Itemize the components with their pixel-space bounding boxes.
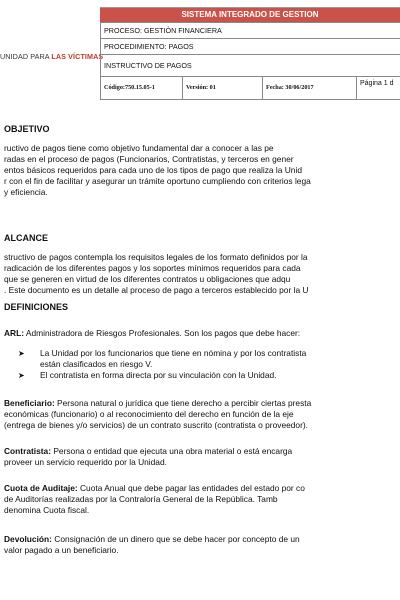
arrow-bullet-icon: ➤	[18, 371, 25, 380]
definiciones-title: DEFINICIONES	[4, 302, 69, 312]
arrow-bullet-icon: ➤	[18, 349, 25, 358]
arl-bullet-1	[18, 348, 306, 359]
arl-bullet-text-1b: están clasificados en riesgo V.	[40, 359, 153, 369]
contratista-line-1: Contratista: Persona o entidad que ejecuta una obra material o está encarga	[4, 446, 293, 456]
arl-bullet-text-1: La Unidad por los funcionarios que tiene en nómina y por los contratista	[40, 348, 307, 358]
devolucion-term: Devolución:	[4, 534, 52, 544]
beneficiario-term: Beneficiario:	[4, 398, 55, 408]
version-cell: Versión: 01	[183, 77, 263, 99]
alcance-line-4: . Este documento es un detalle al proceso de pago a terceros establecido por la U	[4, 285, 309, 295]
beneficiario-line-3: (entrega de bienes y/o servicios) de un contrato suscrito (contratista o proveedor).	[4, 420, 308, 430]
arl-bullet-2	[18, 370, 276, 381]
document-header	[0, 0, 400, 110]
alcance-line-1: structivo de pagos contempla los requisitos legales de los formato definidos por la	[4, 252, 308, 262]
objetivo-title: OBJETIVO	[4, 124, 50, 134]
alcance-title: ALCANCE	[4, 233, 48, 243]
contratista-term: Contratista:	[4, 446, 51, 456]
cuota-line-2: de Auditorías realizadas por la Contraloría General de la República. Tamb	[4, 494, 278, 504]
contratista-line-2: proveer un servicio requerido por la Unidad.	[4, 457, 167, 467]
devolucion-line-2: valor pagado a un beneficiario.	[4, 545, 119, 555]
devolucion-line-1: Devolución: Consignación de un dinero que se debe hacer por concepto de un	[4, 534, 300, 544]
meta-row	[100, 76, 400, 100]
cuota-line-3: denomina Cuota fiscal.	[4, 505, 90, 515]
arl-text: Administradora de Riesgos Profesionales. Son los pagos que debe hacer:	[24, 328, 301, 338]
objetivo-line-1: ructivo de pagos tiene como objetivo fundamental dar a conocer a las pe	[4, 143, 274, 153]
beneficiario-line-1: Beneficiario: Persona natural o jurídica que tiene derecho a percibir ciertas presta	[4, 398, 312, 408]
cuota-line-1: Cuota de Auditaje: Cuota Anual que debe pagar las entidades del estado por co	[4, 483, 305, 493]
process-row: PROCESO: GESTIÓN FINANCIERA	[100, 22, 400, 38]
logo-prefix: UNIDAD PARA	[0, 52, 52, 61]
objetivo-line-3: entos básicos requeridos para cada uno de los tipos de pago que realiza la Unid	[4, 165, 302, 175]
alcance-line-2: radicación de los diferentes pagos y los soportes mínimos requeridos para cada	[4, 263, 301, 273]
objetivo-line-2: radas en el proceso de pagos (Funcionarios, Contratistas, y terceros en gener	[4, 154, 294, 164]
date-cell: Fecha: 30/06/2017	[263, 77, 357, 99]
objetivo-line-5: y eficiencia.	[4, 187, 48, 197]
cuota-term: Cuota de Auditaje:	[4, 483, 78, 493]
objetivo-line-4: r con el fin de facilitar y asegurar un trámite oportuno cumpliendo con criterios lega	[4, 176, 311, 186]
system-title: SISTEMA INTEGRADO DE GESTION	[100, 7, 400, 22]
arl-definition	[4, 328, 300, 339]
logo-bold: LAS VÍCTIMAS	[51, 52, 104, 61]
alcance-line-3: que se generen en virtud de los diferentes contratos u obligaciones que adqu	[4, 274, 291, 284]
arl-bullet-1-cont	[18, 359, 152, 370]
procedure-row: PROCEDIMIENTO: PAGOS	[100, 38, 400, 54]
beneficiario-line-2: económicas (funcionario) o al reconocimiento del derecho en función de la eje	[4, 409, 294, 419]
page-cell: Página 1 d	[360, 80, 394, 87]
arl-term: ARL:	[4, 328, 25, 338]
document-name-row: INSTRUCTIVO DE PAGOS	[100, 54, 400, 76]
logo	[0, 52, 104, 61]
code-cell: Código:750.15.05-1	[101, 77, 183, 99]
arl-bullet-text-2: El contratista en forma directa por su vinculación con la Unidad.	[40, 370, 277, 380]
